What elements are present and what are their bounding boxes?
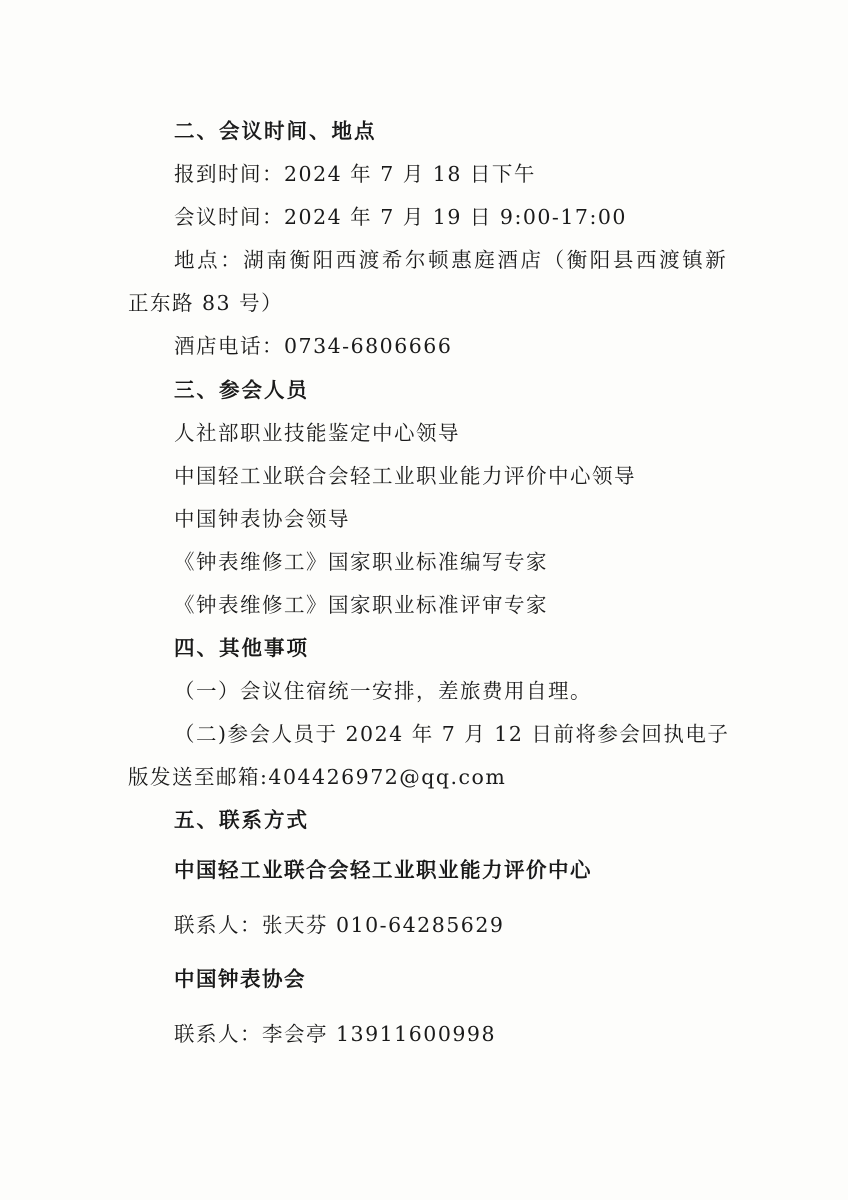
other-item-2-line-2: 版发送至邮箱:404426972@qq.com bbox=[128, 765, 507, 789]
report-time: 报到时间：2024 年 7 月 18 日下午 bbox=[174, 162, 536, 186]
section-heading-other-matters: 四、其他事项 bbox=[174, 636, 309, 660]
attendee-item: 《钟表维修工》国家职业标准编写专家 bbox=[174, 550, 548, 574]
contact-org-1: 中国轻工业联合会轻工业职业能力评价中心 bbox=[174, 858, 592, 882]
section-heading-contact: 五、联系方式 bbox=[174, 808, 309, 832]
hotel-phone: 酒店电话：0734-6806666 bbox=[174, 334, 453, 358]
attendee-item: 《钟表维修工》国家职业标准评审专家 bbox=[174, 593, 548, 617]
section-heading-time-location: 二、会议时间、地点 bbox=[174, 119, 377, 143]
meeting-time: 会议时间：2024 年 7 月 19 日 9:00-17:00 bbox=[174, 205, 627, 229]
location-line-1: 地点：湖南衡阳西渡希尔顿惠庭酒店（衡阳县西渡镇新 bbox=[174, 248, 729, 272]
location-line-2: 正东路 83 号） bbox=[128, 291, 284, 315]
attendee-item: 人社部职业技能鉴定中心领导 bbox=[174, 421, 460, 445]
attendee-item: 中国钟表协会领导 bbox=[174, 507, 350, 531]
section-heading-attendees: 三、参会人员 bbox=[174, 378, 309, 402]
other-item-2-line-1: （二)参会人员于 2024 年 7 月 12 日前将参会回执电子 bbox=[174, 722, 730, 746]
attendee-item: 中国轻工业联合会轻工业职业能力评价中心领导 bbox=[174, 464, 636, 488]
contact-person-2: 联系人：李会亭 13911600998 bbox=[174, 1022, 496, 1046]
contact-org-2: 中国钟表协会 bbox=[174, 967, 306, 991]
contact-person-1: 联系人：张天芬 010-64285629 bbox=[174, 913, 505, 937]
other-item-1: （一）会议住宿统一安排，差旅费用自理。 bbox=[174, 679, 592, 703]
